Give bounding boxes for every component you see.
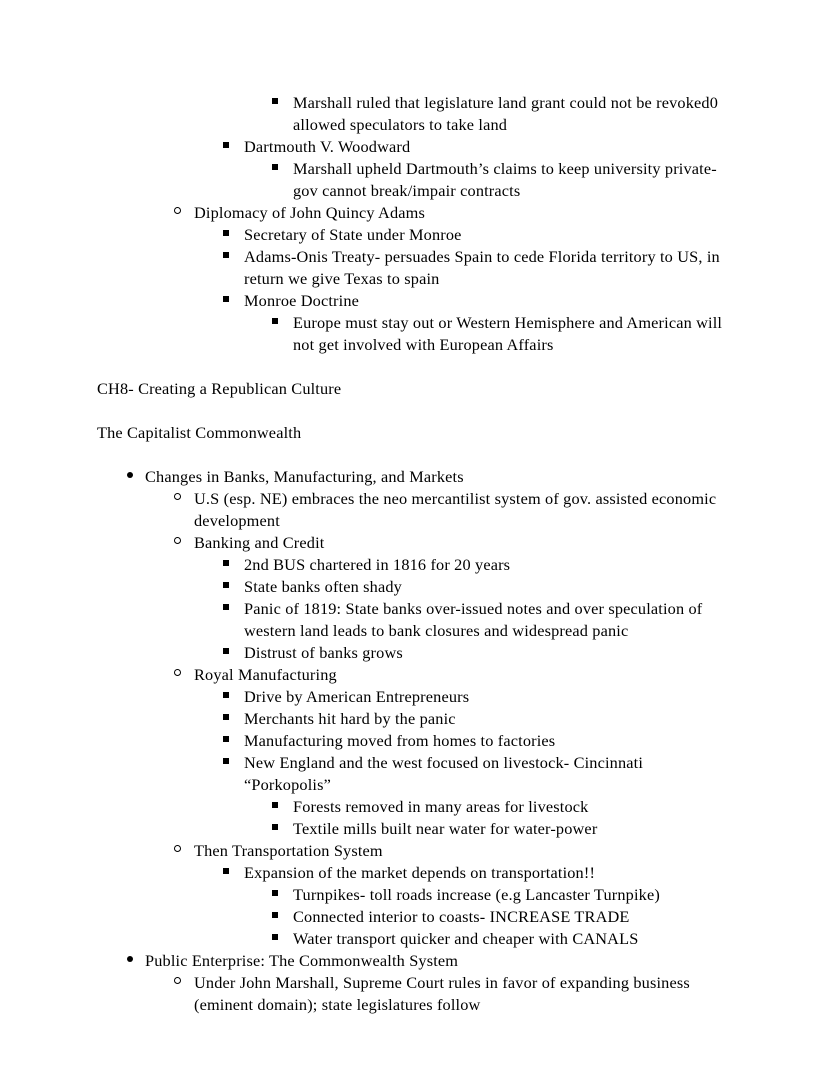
square-bullet-icon: [223, 730, 244, 752]
list-item-text: Diplomacy of John Quincy Adams: [194, 203, 425, 222]
list-item: [97, 554, 729, 576]
paragraph-spacer: [97, 444, 729, 466]
disc-bullet-icon: [127, 950, 145, 972]
list-item-text: Connected interior to coasts- INCREASE TRADE: [293, 907, 630, 926]
paragraph-spacer: [97, 400, 729, 422]
list-item-text: Textile mills built near water for water-power: [293, 819, 598, 838]
square-bullet-icon: [223, 862, 244, 884]
list-item: [97, 466, 729, 488]
circle-bullet-icon: [174, 972, 194, 994]
list-item: [97, 246, 729, 290]
list-item-text: Turnpikes- toll roads increase (e.g Lancaster Turnpike): [293, 885, 660, 904]
circle-bullet-icon: [174, 664, 194, 686]
list-item-text: Drive by American Entrepreneurs: [244, 687, 470, 706]
list-item: [97, 840, 729, 862]
list-item-text: Adams-Onis Treaty- persuades Spain to cede Florida territory to US, in return we give Texas to spain: [244, 247, 720, 288]
list-item: [97, 730, 729, 752]
square-bullet-icon: [223, 686, 244, 708]
disc-bullet-icon: [127, 466, 145, 488]
list-item-text: 2nd BUS chartered in 1816 for 20 years: [244, 555, 511, 574]
list-item: [97, 664, 729, 686]
section-heading: The Capitalist Commonwealth: [97, 423, 302, 442]
list-item-text: State banks often shady: [244, 577, 402, 596]
circle-bullet-icon: [174, 532, 194, 554]
list-item: [97, 906, 729, 928]
list-item: [97, 950, 729, 972]
square-bullet-icon: [223, 576, 244, 598]
list-item-text: Marshall upheld Dartmouth’s claims to keep university private- gov cannot break/impair contracts: [293, 159, 717, 200]
square-bullet-icon: [272, 884, 293, 906]
list-item: [97, 686, 729, 708]
list-item: [97, 708, 729, 730]
list-item: [97, 532, 729, 554]
list-item: [97, 598, 729, 642]
section-heading: CH8- Creating a Republican Culture: [97, 379, 342, 398]
list-item-text: Public Enterprise: The Commonwealth System: [145, 951, 459, 970]
square-bullet-icon: [223, 136, 244, 158]
list-item: [97, 642, 729, 664]
paragraph-spacer: [97, 356, 729, 378]
list-item: [97, 884, 729, 906]
list-item: [97, 158, 729, 202]
list-item-text: Banking and Credit: [194, 533, 325, 552]
list-item: [97, 796, 729, 818]
square-bullet-icon: [272, 906, 293, 928]
square-bullet-icon: [223, 598, 244, 620]
list-item-text: Changes in Banks, Manufacturing, and Markets: [145, 467, 464, 486]
square-bullet-icon: [223, 642, 244, 664]
list-item: [97, 224, 729, 246]
list-item-text: Panic of 1819: State banks over-issued notes and over speculation of western land leads to bank closures and widespread panic: [244, 599, 703, 640]
circle-bullet-icon: [174, 488, 194, 510]
square-bullet-icon: [223, 224, 244, 246]
circle-bullet-icon: [174, 202, 194, 224]
list-item: [97, 928, 729, 950]
document-body: [97, 92, 729, 1016]
list-item-text: Royal Manufacturing: [194, 665, 337, 684]
square-bullet-icon: [272, 818, 293, 840]
list-item-text: Distrust of banks grows: [244, 643, 403, 662]
list-item-text: Secretary of State under Monroe: [244, 225, 462, 244]
list-item: [97, 818, 729, 840]
list-item-text: Merchants hit hard by the panic: [244, 709, 456, 728]
circle-bullet-icon: [174, 840, 194, 862]
list-item-text: Then Transportation System: [194, 841, 383, 860]
list-item: [97, 312, 729, 356]
list-item-text: Monroe Doctrine: [244, 291, 360, 310]
list-item-text: Europe must stay out or Western Hemisphere and American will not get involved with European Affairs: [293, 313, 723, 354]
square-bullet-icon: [223, 752, 244, 774]
square-bullet-icon: [272, 92, 293, 114]
list-item: [97, 488, 729, 532]
list-item-text: Expansion of the market depends on transportation!!: [244, 863, 596, 882]
list-item-text: Forests removed in many areas for livestock: [293, 797, 589, 816]
list-item: [97, 290, 729, 312]
square-bullet-icon: [272, 928, 293, 950]
list-item: [97, 202, 729, 224]
list-item-text: Dartmouth V. Woodward: [244, 137, 411, 156]
square-bullet-icon: [223, 554, 244, 576]
square-bullet-icon: [272, 158, 293, 180]
square-bullet-icon: [272, 796, 293, 818]
list-item-text: Marshall ruled that legislature land grant could not be revoked0 allowed speculators to take land: [293, 93, 719, 134]
list-item-text: U.S (esp. NE) embraces the neo mercantilist system of gov. assisted economic development: [194, 489, 717, 530]
list-item-text: Water transport quicker and cheaper with CANALS: [293, 929, 639, 948]
list-item: [97, 92, 729, 136]
list-item: [97, 576, 729, 598]
list-item: [97, 752, 729, 796]
list-item-text: Manufacturing moved from homes to factories: [244, 731, 556, 750]
list-item: [97, 862, 729, 884]
list-item-text: New England and the west focused on livestock- Cincinnati “Porkopolis”: [244, 753, 644, 794]
list-item: [97, 136, 729, 158]
square-bullet-icon: [223, 708, 244, 730]
list-item: [97, 972, 729, 1016]
list-item-text: Under John Marshall, Supreme Court rules in favor of expanding business (eminent domain); state legislatures follow: [194, 973, 690, 1014]
square-bullet-icon: [223, 290, 244, 312]
square-bullet-icon: [223, 246, 244, 268]
square-bullet-icon: [272, 312, 293, 334]
